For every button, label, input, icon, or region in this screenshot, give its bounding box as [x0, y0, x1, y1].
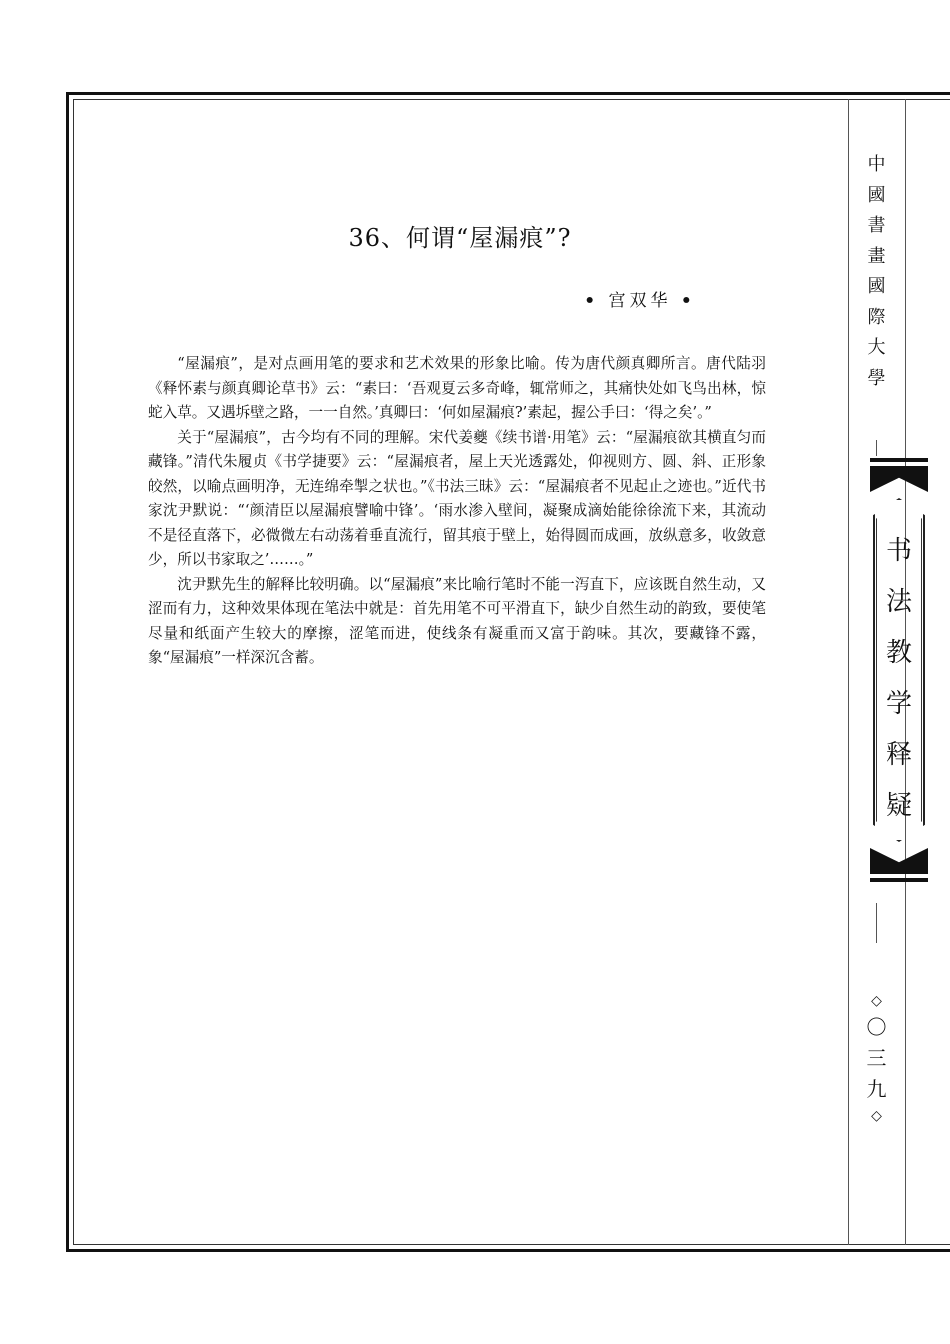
publication-char: 中	[867, 154, 886, 175]
author-dot-left: •	[584, 291, 600, 311]
section-title	[873, 526, 925, 832]
publication-char: 畫	[867, 245, 886, 267]
section-char: 教	[885, 638, 912, 668]
publication-char: 國	[867, 276, 886, 297]
section-char: 书	[885, 536, 912, 566]
page-number-digit: 三	[866, 1046, 887, 1070]
connector-line-bottom	[876, 903, 877, 943]
article-body	[148, 352, 766, 671]
author-name: 宫双华	[608, 291, 672, 311]
publication-char: 大	[867, 337, 886, 358]
publication-char: 際	[867, 306, 886, 328]
paragraph: 沈尹默先生的解释比较明确。以“屋漏痕”来比喻行笔时不能一泻直下，应该既自然生动，又涩而有力，这种效果体现在笔法中就是：首先用笔不可平滑直下，缺少自然生动的韵致，要使笔尽量和纸面产生较大的摩擦，涩笔而进，使线条有凝重而又富于韵味。其次，要藏锋不露，象“屋漏痕”一样深沉含蓄。	[148, 575, 766, 666]
ornament-band-bottom	[870, 878, 928, 882]
article-title: 36、何谓“屋漏痕”?	[348, 224, 572, 252]
page-number-digit: 〇	[866, 1015, 887, 1039]
publication-char: 國	[867, 184, 886, 206]
section-char: 释	[885, 740, 912, 770]
section-char: 法	[885, 587, 912, 617]
publication-char: 書	[867, 215, 886, 236]
diamond-icon: ◇	[871, 993, 882, 1009]
paragraph: 关于“屋漏痕”，古今均有不同的理解。宋代姜夔《续书谱·用笔》云：“屋漏痕欲其横直匀而藏锋。”清代朱履贞《书学捷要》云：“屋漏痕者，屋上天光透露处，仰视则方、圆、斜、正形象皎然，以喻点画明净，无连绵牵掣之状也。”《书法三昧》云：“屋漏痕者不见起止之迹也。”近代书家沈尹默说：“‘颜清臣以屋漏痕譬喻中锋’。‘雨水渗入壁间，凝聚成滴始能徐徐流下来，其流动不是径直落下，必微微左右动荡着垂直流行，留其痕于壁上，始得圆而成画，放纵意多，收敛意少，所以书家取之’……。”	[148, 428, 766, 568]
connector-line-top	[876, 440, 877, 456]
publication-name	[848, 150, 905, 394]
ornament-band-top	[870, 458, 928, 462]
page-frame-inner	[73, 99, 950, 1245]
section-char: 学	[885, 689, 912, 719]
page-number-digit: 九	[866, 1077, 887, 1101]
publication-char: 學	[867, 367, 886, 389]
diamond-icon: ◇	[871, 1108, 882, 1124]
section-char: 疑	[885, 791, 912, 821]
page-number	[848, 990, 905, 1127]
author-dot-right: •	[680, 291, 696, 311]
paragraph: “屋漏痕”，是对点画用笔的要求和艺术效果的形象比喻。传为唐代颜真卿所言。唐代陆羽《释怀素与颜真卿论草书》云：“素曰：‘吾观夏云多奇峰，辄常师之，其痛快处如飞鸟出林，惊蛇入草。又遇坼壁之路，一一自然。’真卿曰：‘何如屋漏痕?’素起，握公手曰：‘得之矣’。”	[148, 355, 766, 421]
article-author	[560, 286, 720, 311]
